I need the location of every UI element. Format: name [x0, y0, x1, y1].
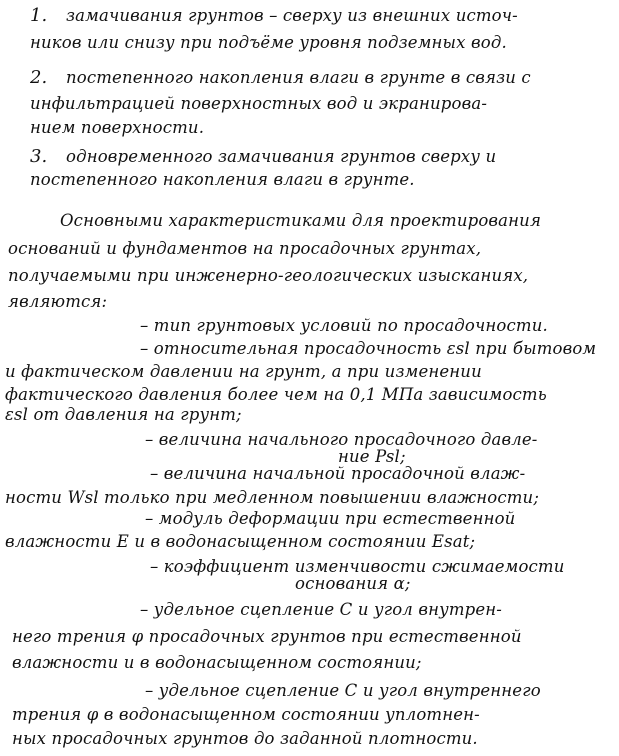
list-item-line: постепенного накопления влаги в грунте. [30, 170, 415, 189]
dash-item-line: εsl от давления на грунт; [5, 405, 242, 424]
dash-item-line: – тип грунтовых условий по просадочности. [140, 316, 548, 335]
paragraph-line: оснований и фундаментов на просадочных грунтах, [8, 239, 482, 258]
dash-item-line: – модуль деформации при естественной [145, 509, 516, 528]
dash-item-line: – величина начальной просадочной влаж- [150, 464, 526, 483]
dash-item-line: основания α; [295, 574, 411, 593]
dash-item-line: – коэффициент изменчивости сжимаемости [150, 557, 565, 576]
list-number: 1. [30, 5, 48, 26]
paragraph-line: являются: [8, 292, 108, 311]
dash-item-line: ности Wsl только при медленном повышении влажности; [5, 488, 540, 507]
list-item-line: постепенного накопления влаги в грунте в связи с [66, 68, 531, 87]
paragraph-line: Основными характеристиками для проектирования [60, 211, 542, 230]
dash-item-line: фактического давления более чем на 0,1 МПа зависимость [5, 385, 547, 404]
dash-item-line: ных просадочных грунтов до заданной плотности. [12, 729, 478, 748]
dash-item-line: влажности и в водонасыщенном состоянии; [12, 653, 422, 672]
list-number: 3. [30, 146, 48, 167]
list-item-line: нием поверхности. [30, 118, 205, 137]
dash-item-line: влажности E и в водонасыщенном состоянии Esat; [5, 532, 476, 551]
list-number: 2. [30, 67, 48, 88]
list-item-line: одновременного замачивания грунтов сверху и [66, 147, 497, 166]
paragraph-line: получаемыми при инженерно-геологических изысканиях, [8, 266, 529, 285]
dash-item-line: и фактическом давлении на грунт, а при изменении [5, 362, 482, 381]
dash-item-line: – величина начального просадочного давле- [145, 430, 538, 449]
dash-item-line: трения φ в водонасыщенном состоянии уплотнен- [12, 705, 480, 724]
dash-item-line: него трения φ просадочных грунтов при естественной [12, 627, 522, 646]
dash-item-line: ние Psl; [338, 447, 406, 466]
list-item-line: ников или снизу при подъёме уровня подземных вод. [30, 33, 507, 52]
list-item-line: замачивания грунтов – сверху из внешних источ- [66, 6, 518, 25]
dash-item-line: – удельное сцепление C и угол внутреннего [145, 681, 541, 700]
list-item-line: инфильтрацией поверхностных вод и экранирова- [30, 94, 488, 113]
dash-item-line: – удельное сцепление C и угол внутрен- [140, 600, 503, 619]
dash-item-line: – относительная просадочность εsl при бытовом [140, 339, 597, 358]
